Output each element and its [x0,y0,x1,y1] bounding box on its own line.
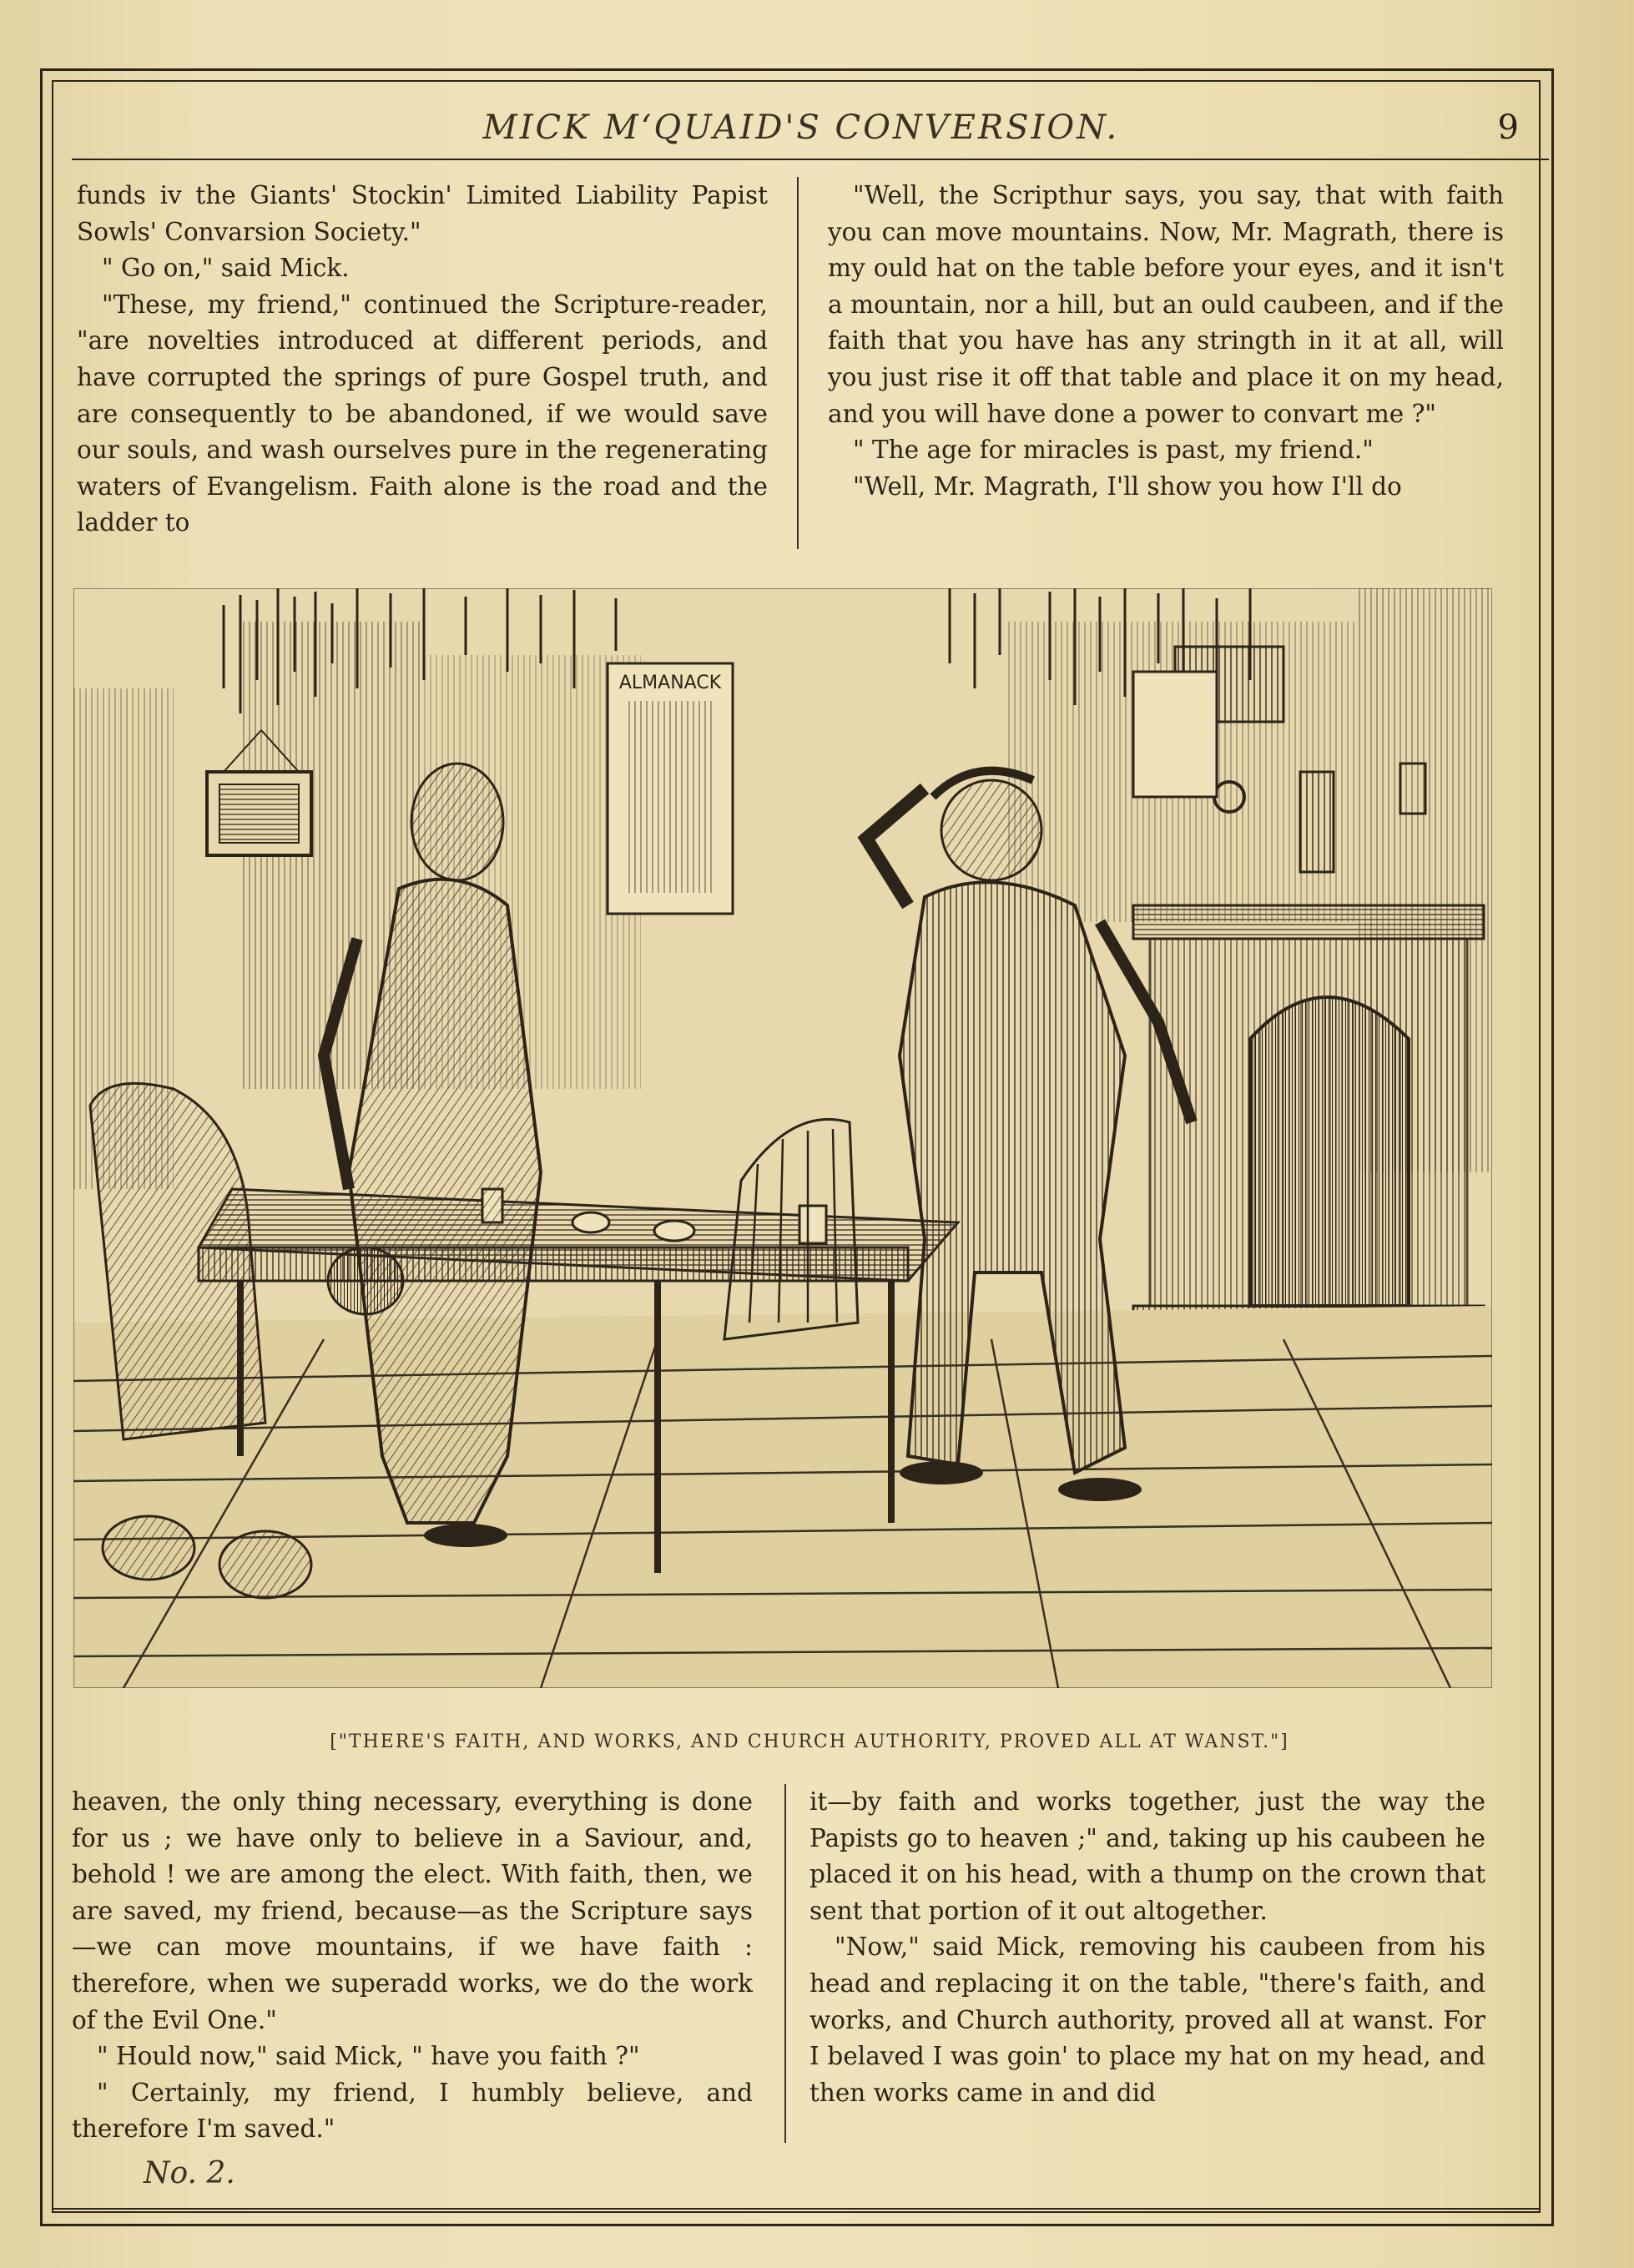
paragraph: "Now," said Mick, removing his caubeen from his head and replacing it on the table, "there's faith, and works, and Church authority, proved all at wanst. For I belaved I was goin' to place my hat on my head, and then works came in and did [809,1933,1485,2107]
paragraph: heaven, the only thing necessary, everything is done for us ; we have only to believe in a Saviour, and, behold ! we are among the elect. With faith, then, we are saved, my friend, because—as the Scripture says—we can move mountains, if we have faith : therefore, when we superadd works, we do the work of the Evil One." [72,1787,753,2034]
signature-mark: No. 2. [144,2156,235,2190]
page-number: 9 [1497,108,1519,147]
bottom-left-column [72,1784,753,2148]
paragraph: funds iv the Giants' Stockin' Limited Liability Papist Sowls' Convarsion Society." [77,181,768,246]
paragraph: " The age for miracles is past, my friend." [853,436,1374,465]
header-rule [72,159,1549,160]
bottom-right-column [809,1784,1485,2111]
top-left-column [77,178,768,542]
bottom-rule [52,2208,1541,2210]
paragraph: " Hould now," said Mick, " have you faith ?" [97,2042,640,2071]
column-divider [784,1784,786,2143]
illustration-caption: ["THERE'S FAITH, AND WORKS, AND CHURCH AUTHORITY, PROVED ALL AT WANST."] [330,1731,1289,1752]
paragraph: "Well, the Scripthur says, you say, that with faith you can move mountains. Now, Mr. Magrath, there is my ould hat on the table before your eyes, and it isn't a mountain, nor a hill, but an ould caubeen, and if the faith that you have has any stringth in it at all, will you just rise it off that table and place it on my head, and you will have done a power to convart me ?" [828,181,1504,428]
page-header [83,108,1519,159]
paragraph: it—by faith and works together, just the way the Papists go to heaven ;" and, taking up his caubeen he placed it on his head, with a thump on the crown that sent that portion of it out altogether. [809,1787,1485,1925]
wall-notice [1133,672,1217,797]
paragraph: " Go on," said Mick. [102,254,350,283]
paragraph: "Well, Mr. Magrath, I'll show you how I'll do [853,471,1402,501]
top-right-column [828,178,1504,505]
paragraph: "These, my friend," continued the Scripture-reader, "are novelties introduced at different periods, and have corrupted the springs of pure Gospel truth, and are consequently to be abandoned, if we would save our souls, and wash ourselves pure in the regenerating waters of Evangelism. Faith alone is the road and the ladder to [77,290,768,537]
running-title: MICK M‘QUAID'S CONVERSION. [482,108,1120,147]
engraving-illustration [73,588,1492,1688]
almanack-label: ALMANACK [618,673,722,693]
paragraph: " Certainly, my friend, I humbly believe, and therefore I'm saved." [72,2078,753,2144]
column-divider [797,177,799,549]
almanack [608,663,733,914]
floor [73,1306,1492,1688]
